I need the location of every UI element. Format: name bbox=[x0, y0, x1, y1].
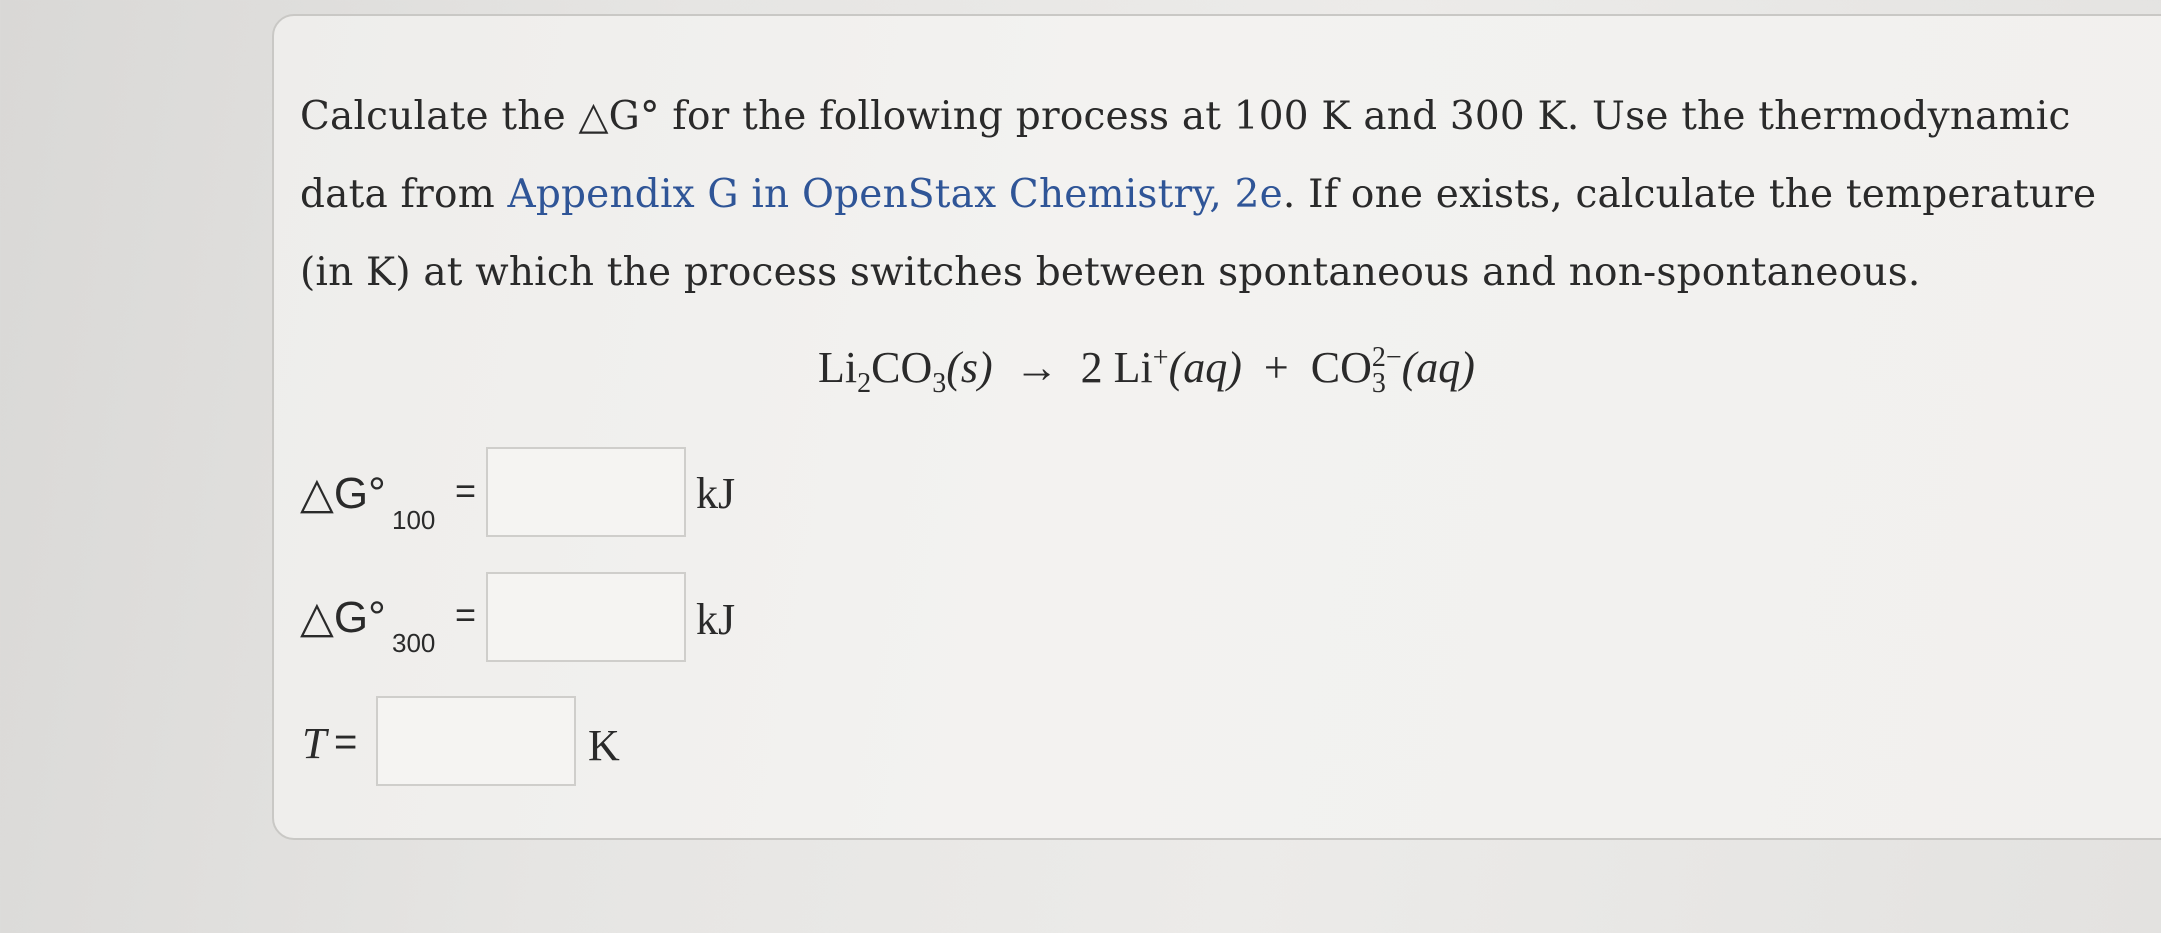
temperature-symbol: T bbox=[302, 719, 327, 768]
temperature-equals: = bbox=[334, 720, 358, 764]
temperature-unit: K bbox=[588, 721, 620, 770]
dg100-unit: kJ bbox=[696, 469, 736, 518]
reactant-state: (s) bbox=[946, 343, 993, 392]
question-text bbox=[300, 78, 2160, 312]
reactant-sub2: 3 bbox=[932, 367, 947, 399]
product1-state: (aq) bbox=[1168, 343, 1242, 392]
product2: CO bbox=[1310, 343, 1372, 392]
dg100-input[interactable] bbox=[486, 447, 686, 537]
dg300-subscript: 300 bbox=[392, 628, 436, 658]
dg300-symbol: △G° bbox=[300, 593, 386, 642]
product1: 2 Li bbox=[1080, 343, 1153, 392]
reactant-co: CO bbox=[871, 343, 933, 392]
dg300-equals: = bbox=[455, 594, 477, 635]
reactant-sub1: 2 bbox=[857, 367, 872, 399]
dg300-input[interactable] bbox=[486, 572, 686, 662]
question-part1: Calculate the △G° for the following process at 100 K and 300 K. Use the thermodynamic data from bbox=[300, 94, 2071, 217]
product1-charge: + bbox=[1152, 342, 1169, 374]
product2-state: (aq) bbox=[1401, 343, 1475, 392]
reaction-arrow: → bbox=[1014, 343, 1059, 392]
temperature-input[interactable] bbox=[376, 696, 576, 786]
question-part2: . If one exists, calculate the temperature (in K) at which the process switches between spontaneous and non-spontaneous. bbox=[300, 172, 2097, 295]
reactant-li: Li bbox=[818, 343, 858, 392]
dg300-unit: kJ bbox=[696, 595, 736, 644]
plus-sign: + bbox=[1263, 343, 1289, 392]
dg100-equals: = bbox=[455, 470, 477, 511]
chemical-equation bbox=[818, 342, 1475, 400]
dg100-subscript: 100 bbox=[392, 505, 436, 535]
product2-charge: 2− bbox=[1371, 342, 1402, 374]
appendix-link[interactable]: Appendix G in OpenStax Chemistry, 2e bbox=[507, 172, 1283, 217]
dg100-symbol: △G° bbox=[300, 469, 386, 518]
product2-sub: 3 bbox=[1371, 367, 1386, 399]
